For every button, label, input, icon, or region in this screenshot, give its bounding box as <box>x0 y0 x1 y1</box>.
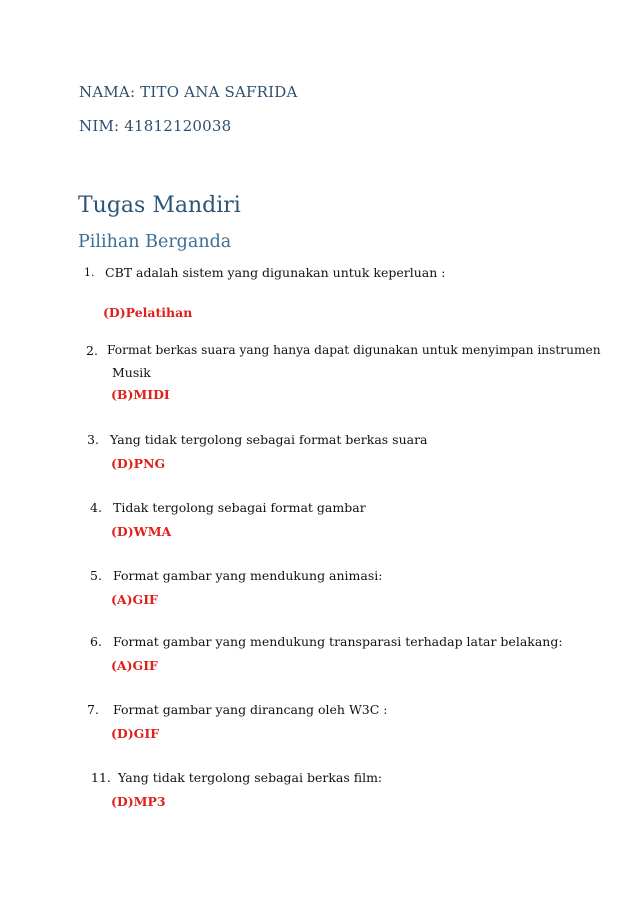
question-text: CBT adalah sistem yang digunakan untuk keperluan : <box>105 265 446 280</box>
question-number: 7. <box>87 702 99 717</box>
question-number: 3. <box>87 432 99 447</box>
question-answer: (D)GIF <box>111 726 160 741</box>
student-nim: NIM: 41812120038 <box>79 117 232 135</box>
student-name: NAMA: TITO ANA SAFRIDA <box>79 83 298 101</box>
question-answer: (A)GIF <box>111 658 158 673</box>
question-number: 6. <box>90 634 102 649</box>
question-number: 2. <box>86 343 98 358</box>
question-text: Yang tidak tergolong sebagai format berkas suara <box>110 432 428 447</box>
question-text: Yang tidak tergolong sebagai berkas film: <box>118 770 383 785</box>
question-text: Format gambar yang mendukung animasi: <box>113 568 383 583</box>
question-answer: (D)PNG <box>111 456 166 471</box>
question-answer: (B)MIDI <box>111 387 170 402</box>
question-answer: (A)GIF <box>111 592 158 607</box>
question-number: 1. <box>84 266 95 279</box>
question-text: Format gambar yang mendukung transparasi terhadap latar belakang: <box>113 634 563 649</box>
section-subtitle: Pilihan Berganda <box>78 232 232 252</box>
question-number: 4. <box>90 500 102 515</box>
question-text-continued: Musik <box>112 365 151 380</box>
question-number: 11. <box>91 770 111 785</box>
question-text: Format berkas suara yang hanya dapat digunakan untuk menyimpan instrumen <box>107 343 601 357</box>
page-title: Tugas Mandiri <box>78 193 241 218</box>
question-answer: (D)MP3 <box>111 794 166 809</box>
question-number: 5. <box>90 568 102 583</box>
question-answer: (D)Pelatihan <box>103 305 193 320</box>
question-answer: (D)WMA <box>111 524 172 539</box>
question-text: Tidak tergolong sebagai format gambar <box>113 500 366 515</box>
question-text: Format gambar yang dirancang oleh W3C : <box>113 702 388 717</box>
